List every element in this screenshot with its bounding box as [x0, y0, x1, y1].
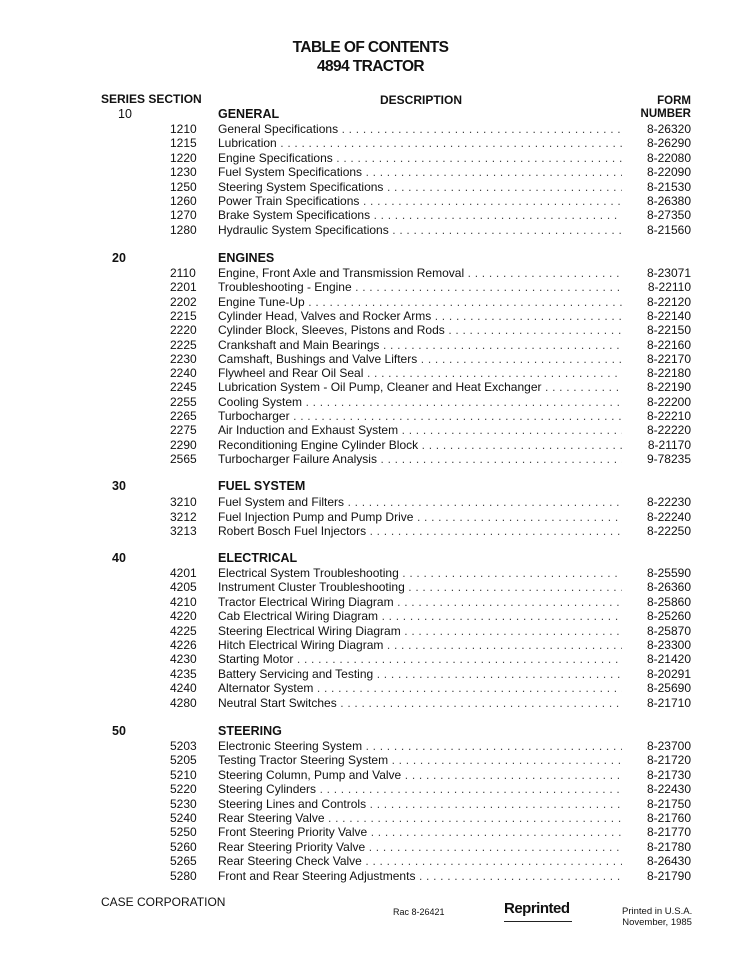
section-description: Lubrication . . . — [218, 136, 622, 150]
section-number: 2230 — [170, 351, 197, 366]
section-number: 2245 — [170, 380, 197, 395]
toc-entry — [0, 180, 741, 194]
section-number: 1270 — [170, 208, 197, 223]
section-description: Front and Rear Steering Adjustments . . . — [218, 869, 622, 883]
toc-entry — [0, 165, 741, 179]
section-number: 5260 — [170, 839, 197, 854]
toc-entry — [0, 696, 741, 710]
section-number: 2215 — [170, 308, 197, 323]
toc-entry — [0, 768, 741, 782]
section-number: 3212 — [170, 509, 197, 524]
section-description: Lubrication System - Oil Pump, Cleaner and Heat Exchanger . . . — [218, 380, 622, 394]
section-number: 2220 — [170, 323, 197, 338]
form-number: 8-22170 — [646, 351, 691, 366]
section-description: Reconditioning Engine Cylinder Block . . . — [218, 438, 622, 452]
section-number: 5265 — [170, 854, 197, 869]
toc-entry — [0, 510, 741, 524]
toc-entry — [0, 495, 741, 509]
toc-entry — [0, 811, 741, 825]
column-header-form: FORM — [657, 95, 691, 107]
section-description: Rear Steering Priority Valve . . . — [218, 840, 622, 854]
series-number: 40 — [112, 551, 126, 565]
form-number: 8-22110 — [647, 280, 691, 295]
section-number: 1215 — [170, 136, 197, 151]
column-header-series-section: SERIES SECTION — [101, 92, 202, 106]
section-description: Rear Steering Valve . . . — [218, 811, 622, 825]
section-description: Crankshaft and Main Bearings . . . — [218, 338, 622, 352]
section-description: Robert Bosch Fuel Injectors . . . — [218, 524, 622, 538]
company-name: CASE CORPORATION — [101, 895, 226, 909]
form-number: 8-22120 — [646, 294, 691, 309]
toc-entry — [0, 295, 741, 309]
section-number: 5280 — [170, 868, 197, 883]
section-description: Engine Specifications . . . — [218, 151, 622, 165]
toc-entry — [0, 366, 741, 380]
section-number: 5240 — [170, 811, 197, 825]
page-subtitle: 4894 TRACTOR — [316, 58, 425, 75]
section-description: Brake System Specifications . . . — [218, 208, 622, 222]
form-number: 8-22200 — [646, 394, 691, 409]
form-number: 8-23700 — [646, 739, 691, 753]
form-number: 8-22250 — [646, 524, 691, 538]
toc-entry — [0, 423, 741, 437]
toc-entry — [0, 223, 741, 237]
section-number: 2225 — [170, 337, 197, 352]
toc-entry — [0, 595, 741, 609]
section-number: 4240 — [170, 681, 197, 696]
section-number: 4210 — [170, 594, 197, 609]
form-number: 8-22150 — [646, 323, 691, 338]
section-description: Troubleshooting - Engine . . . — [218, 280, 622, 294]
section-number: 1230 — [170, 165, 197, 180]
series-title: STEERING — [218, 724, 282, 738]
section-description: Fuel System and Filters . . . — [218, 495, 622, 509]
section-number: 2240 — [170, 366, 197, 381]
column-header-number: NUMBER — [640, 108, 691, 120]
form-number: 8-21530 — [646, 179, 691, 194]
toc-entry — [0, 739, 741, 753]
form-number: 8-26320 — [646, 122, 691, 136]
form-number: 8-22180 — [646, 366, 691, 381]
toc-entry — [0, 624, 741, 638]
series-title: GENERAL — [218, 107, 280, 121]
section-description: Battery Servicing and Testing . . . — [218, 667, 622, 681]
section-description: Electronic Steering System . . . — [218, 739, 622, 753]
series-number: 10 — [118, 107, 132, 121]
form-number: 8-25260 — [646, 609, 691, 624]
toc-entry — [0, 380, 741, 394]
section-description: Air Induction and Exhaust System . . . — [218, 423, 622, 437]
section-description: Turbocharger Failure Analysis . . . — [218, 452, 622, 466]
form-number: 8-23071 — [646, 266, 691, 280]
reference-number: Rac 8-26421 — [393, 907, 445, 917]
section-number: 1280 — [170, 222, 197, 237]
section-description: Electrical System Troubleshooting . . . — [218, 566, 622, 580]
section-description: Cylinder Head, Valves and Rocker Arms . . . — [218, 309, 622, 323]
toc-entry — [0, 681, 741, 695]
section-number: 3213 — [170, 524, 197, 538]
form-number: 8-25860 — [646, 594, 691, 609]
form-number: 8-21750 — [646, 796, 691, 811]
section-description: Steering Column, Pump and Valve . . . — [218, 768, 622, 782]
form-number: 8-21730 — [646, 767, 691, 782]
series-number: 30 — [112, 479, 126, 493]
form-number: 8-22230 — [646, 495, 691, 509]
toc-entry — [0, 352, 741, 366]
form-number: 8-20291 — [646, 666, 691, 681]
section-description: Front Steering Priority Valve . . . — [218, 825, 622, 839]
section-description: Fuel Injection Pump and Pump Drive . . . — [218, 510, 622, 524]
section-number: 1260 — [170, 194, 197, 208]
form-number: 8-23300 — [646, 638, 691, 652]
section-number: 4230 — [170, 652, 197, 667]
form-number: 8-21710 — [646, 695, 691, 710]
section-number: 2265 — [170, 409, 197, 423]
toc-entry — [0, 338, 741, 352]
section-number: 5230 — [170, 796, 197, 811]
reprinted-stamp: Reprinted — [504, 900, 572, 922]
section-number: 2201 — [170, 280, 197, 295]
toc-entry — [0, 452, 741, 466]
toc-entry — [0, 667, 741, 681]
section-number: 4235 — [170, 666, 197, 681]
toc-entry — [0, 652, 741, 666]
toc-entry — [0, 438, 741, 452]
section-description: Cylinder Block, Sleeves, Pistons and Rods . . . — [218, 323, 622, 337]
series-title: ELECTRICAL — [218, 551, 298, 565]
form-number: 8-22190 — [646, 380, 691, 395]
section-number: 4220 — [170, 609, 197, 624]
section-number: 2255 — [170, 394, 197, 409]
section-description: Turbocharger . . . — [218, 409, 622, 423]
series-number: 50 — [112, 724, 126, 738]
section-number: 4225 — [170, 623, 197, 638]
toc-entry — [0, 409, 741, 423]
toc-entry — [0, 797, 741, 811]
toc-entry — [0, 122, 741, 136]
series-title: FUEL SYSTEM — [218, 479, 306, 493]
section-description: Instrument Cluster Troubleshooting . . . — [218, 580, 622, 594]
section-number: 4205 — [170, 580, 197, 595]
form-number: 8-22240 — [646, 509, 691, 524]
toc-entry — [0, 208, 741, 222]
section-description: Cab Electrical Wiring Diagram . . . — [218, 609, 622, 623]
toc-entry — [0, 825, 741, 839]
form-number: 8-22210 — [646, 409, 691, 423]
form-number: 8-21770 — [646, 825, 691, 840]
form-number: 8-22090 — [646, 165, 691, 180]
toc-entry — [0, 609, 741, 623]
column-header-description: DESCRIPTION — [380, 93, 463, 107]
section-description: Camshaft, Bushings and Valve Lifters . . . — [218, 352, 622, 366]
form-number: 8-22430 — [646, 782, 691, 797]
section-number: 2202 — [170, 294, 197, 309]
section-number: 3210 — [170, 495, 197, 509]
section-description: General Specifications . . . — [218, 122, 622, 136]
section-number: 5250 — [170, 825, 197, 840]
section-number: 2290 — [170, 437, 197, 452]
toc-entry — [0, 194, 741, 208]
form-number: 8-21720 — [646, 753, 691, 768]
section-description: Neutral Start Switches . . . — [218, 696, 622, 710]
print-info — [622, 906, 692, 928]
section-description: Alternator System . . . — [218, 681, 622, 695]
toc-entry — [0, 869, 741, 883]
toc-entry — [0, 854, 741, 868]
section-description: Steering System Specifications . . . — [218, 180, 622, 194]
toc-entry — [0, 580, 741, 594]
form-number: 8-21790 — [646, 868, 691, 883]
toc-entry — [0, 280, 741, 294]
printed-in: Printed in U.S.A. — [622, 906, 693, 917]
form-number: 8-21170 — [647, 437, 691, 452]
section-description: Flywheel and Rear Oil Seal . . . — [218, 366, 622, 380]
section-description: Cooling System . . . — [218, 395, 622, 409]
form-number: 8-21760 — [646, 811, 691, 825]
form-number: 8-21780 — [646, 839, 691, 854]
section-number: 2565 — [170, 451, 197, 466]
section-description: Tractor Electrical Wiring Diagram . . . — [218, 595, 622, 609]
section-number: 5220 — [170, 782, 197, 797]
section-number: 1250 — [170, 179, 197, 194]
section-number: 5203 — [170, 739, 197, 753]
section-number: 2275 — [170, 423, 197, 438]
section-description: Steering Cylinders . . . — [218, 782, 622, 796]
print-date: November, 1985 — [622, 917, 692, 928]
section-description: Hydraulic System Specifications . . . — [218, 223, 622, 237]
section-description: Engine, Front Axle and Transmission Removal . . . — [218, 266, 622, 280]
section-number: 4280 — [170, 695, 197, 710]
toc-entry — [0, 566, 741, 580]
section-number: 4226 — [170, 638, 197, 652]
toc-entry — [0, 638, 741, 652]
toc-entry — [0, 782, 741, 796]
form-number: 9-78235 — [646, 451, 691, 466]
form-number: 8-22140 — [646, 308, 691, 323]
toc-entry — [0, 323, 741, 337]
form-number: 8-25870 — [646, 623, 691, 638]
form-number: 8-22160 — [646, 337, 691, 352]
form-number: 8-25590 — [646, 566, 691, 580]
toc-entry — [0, 395, 741, 409]
form-number: 8-25690 — [646, 681, 691, 696]
form-number: 8-26430 — [646, 854, 691, 869]
page-title: TABLE OF CONTENTS — [292, 39, 449, 56]
form-number: 8-27350 — [646, 208, 691, 223]
toc-entry — [0, 266, 741, 280]
toc-entry — [0, 309, 741, 323]
section-description: Engine Tune-Up . . . — [218, 295, 622, 309]
section-description: Hitch Electrical Wiring Diagram . . . — [218, 638, 622, 652]
form-number: 8-22080 — [646, 150, 691, 165]
toc-entry — [0, 840, 741, 854]
section-description: Fuel System Specifications . . . — [218, 165, 622, 179]
section-description: Steering Lines and Controls . . . — [218, 797, 622, 811]
section-number: 5210 — [170, 767, 197, 782]
form-number: 8-26290 — [646, 136, 691, 151]
section-number: 1220 — [170, 150, 197, 165]
toc-entry — [0, 151, 741, 165]
form-number: 8-22220 — [646, 423, 691, 438]
form-number: 8-26360 — [646, 580, 691, 595]
section-description: Testing Tractor Steering System . . . — [218, 753, 622, 767]
series-title: ENGINES — [218, 251, 275, 265]
section-description: Power Train Specifications . . . — [218, 194, 622, 208]
form-number: 8-26380 — [646, 194, 691, 208]
toc-entry — [0, 753, 741, 767]
section-number: 1210 — [170, 122, 197, 136]
section-description: Rear Steering Check Valve . . . — [218, 854, 622, 868]
series-number: 20 — [112, 251, 126, 265]
section-description: Starting Motor . . . — [218, 652, 622, 666]
form-number: 8-21420 — [646, 652, 691, 667]
toc-entry — [0, 136, 741, 150]
section-number: 4201 — [170, 566, 197, 580]
toc-entry — [0, 524, 741, 538]
section-number: 5205 — [170, 753, 197, 768]
form-number: 8-21560 — [646, 222, 691, 237]
section-number: 2110 — [170, 266, 196, 280]
section-description: Steering Electrical Wiring Diagram . . . — [218, 624, 622, 638]
